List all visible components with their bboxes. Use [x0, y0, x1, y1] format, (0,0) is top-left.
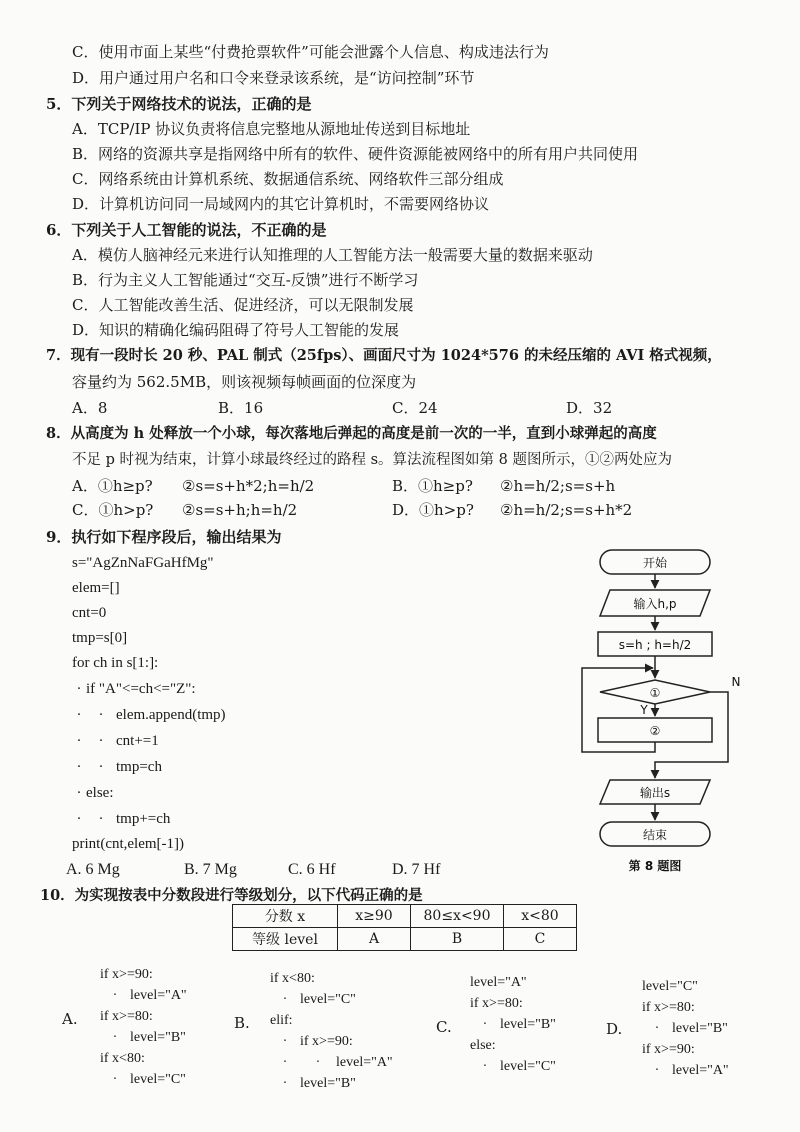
table-cell: B [411, 928, 504, 951]
code-line-6: · if "A"<=ch<="Z": [76, 681, 196, 697]
q8-option-d-part1: D．①h>p? [392, 501, 474, 519]
q9-option-a: A. 6 Mg [66, 861, 120, 878]
q6-option-d: D．知识的精确化编码阻碍了符号人工智能的发展 [72, 321, 400, 339]
q6-option-c: C．人工智能改善生活、促进经济，可以无限制发展 [72, 296, 414, 314]
code-line-12: print(cnt,elem[-1]) [72, 836, 185, 852]
table-cell: 等级 level [233, 928, 338, 951]
q7-option-c: C．24 [392, 399, 438, 417]
q8-option-b-part1: B．①h≥p? [392, 477, 473, 495]
q8-option-b-part2: ②h=h/2;s=s+h [500, 477, 616, 495]
flow-body-label: ② [649, 724, 661, 738]
question-10: 10．为实现按表中分数段进行等级划分，以下代码正确的是 [40, 887, 423, 904]
q10-option-a-code: if x>=90: · level="A" if x>=80: · level="B" if x<80: · level="C" [100, 967, 187, 1087]
q5-option-a: A．TCP/IP 协议负责将信息完整地从源地址传送到目标地址 [72, 120, 471, 138]
q10-option-a-letter: A. [62, 1010, 78, 1028]
question-8-cont: 不足 p 时视为结束，计算小球最终经过的路程 s。算法流程图如第 8 题图所示，①②两处应为 [72, 452, 672, 468]
flow-output-label: 输出s [639, 786, 671, 800]
q10-option-d-code: level="C" if x>=80: · level="B" if x>=90: · level="A" [642, 979, 729, 1078]
q9-option-b: B. 7 Mg [184, 861, 237, 878]
flow-input-label: 输入h,p [633, 597, 677, 611]
q10-option-c-letter: C. [436, 1018, 452, 1036]
q5-option-d: D．计算机访问同一局域网内的其它计算机时，不需要网络协议 [72, 195, 490, 213]
q8-option-c-part2: ②s=s+h;h=h/2 [182, 501, 298, 519]
question-8: 8．从高度为 h 处释放一个小球，每次落地后弹起的高度是前一次的一半，直到小球弹起的高度 [46, 425, 657, 442]
table-row [233, 905, 577, 928]
code-line-5: for ch in s[1:]: [72, 655, 159, 671]
q4-option-c: C．使用市面上某些“付费抢票软件”可能会泄露个人信息、构成违法行为 [72, 43, 549, 61]
question-6: 6．下列关于人工智能的说法，不正确的是 [46, 221, 327, 239]
table-cell: x<80 [504, 905, 577, 928]
q10-option-b-code: if x<80: · level="C" elif: · if x>=90: · · level="A" · level="B" [270, 971, 393, 1091]
grade-table [232, 904, 577, 951]
code-line-2: elem=[] [72, 580, 120, 596]
code-line-3: cnt=0 [72, 605, 107, 621]
table-cell: 分数 x [233, 905, 338, 928]
code-line-9: · · tmp=ch [76, 759, 162, 775]
q7-option-b: B．16 [218, 399, 264, 417]
flow-cond-label: ① [649, 686, 661, 700]
flow-init-label: s=h ; h=h/2 [618, 638, 692, 652]
table-cell: C [504, 928, 577, 951]
code-line-8: · · cnt+=1 [76, 733, 159, 749]
q6-option-a: A．模仿人脑神经元来进行认知推理的人工智能方法一般需要大量的数据来驱动 [72, 246, 593, 264]
flow-no-label: N [731, 675, 741, 689]
table-cell: A [338, 928, 411, 951]
q10-option-c-code: level="A" if x>=80: · level="B" else: · level="C" [470, 975, 556, 1074]
q5-option-c: C．网络系统由计算机系统、数据通信系统、网络软件三部分组成 [72, 170, 504, 188]
q8-option-a-part2: ②s=s+h*2;h=h/2 [182, 477, 315, 495]
question-9: 9．执行如下程序段后，输出结果为 [46, 528, 282, 546]
q7-option-d: D．32 [566, 399, 613, 417]
flowchart-q8 [570, 540, 770, 880]
question-7: 7．现有一段时长 20 秒、PAL 制式（25fps）、画面尺寸为 1024*576 的未经压缩的 AVI 格式视频， [46, 347, 722, 364]
code-line-11: · · tmp+=ch [76, 811, 171, 827]
q9-option-d: D. 7 Hf [392, 861, 441, 878]
q4-option-d: D．用户通过用户名和口令来登录该系统，是“访问控制”环节 [72, 69, 475, 87]
flow-start-label: 开始 [642, 556, 668, 570]
q8-option-c-part1: C．①h>p? [72, 501, 154, 519]
table-row [233, 928, 577, 951]
q7-option-a: A．8 [72, 399, 108, 417]
q10-option-d-letter: D. [606, 1020, 623, 1038]
flow-yes-label: Y [640, 703, 648, 717]
question-5: 5．下列关于网络技术的说法，正确的是 [46, 95, 312, 113]
q5-option-b: B．网络的资源共享是指网络中所有的软件、硬件资源能被网络中的所有用户共同使用 [72, 145, 639, 163]
code-line-1: s="AgZnNaFGaHfMg" [72, 555, 214, 571]
q10-option-b-letter: B. [234, 1014, 250, 1032]
code-line-7: · · elem.append(tmp) [76, 707, 226, 723]
code-line-10: · else: [76, 785, 114, 801]
q6-option-b: B．行为主义人工智能通过“交互-反馈”进行不断学习 [72, 271, 419, 289]
q9-option-c: C. 6 Hf [288, 861, 336, 878]
table-cell: 80≤x<90 [411, 905, 504, 928]
flow-caption: 第 8 题图 [628, 859, 682, 873]
table-cell: x≥90 [338, 905, 411, 928]
question-7-cont: 容量约为 562.5MB，则该视频每帧画面的位深度为 [72, 373, 417, 391]
code-line-4: tmp=s[0] [72, 630, 128, 646]
flow-end-label: 结束 [642, 828, 668, 842]
q8-option-d-part2: ②h=h/2;s=s+h*2 [500, 501, 633, 519]
q8-option-a-part1: A．①h≥p? [72, 477, 153, 495]
